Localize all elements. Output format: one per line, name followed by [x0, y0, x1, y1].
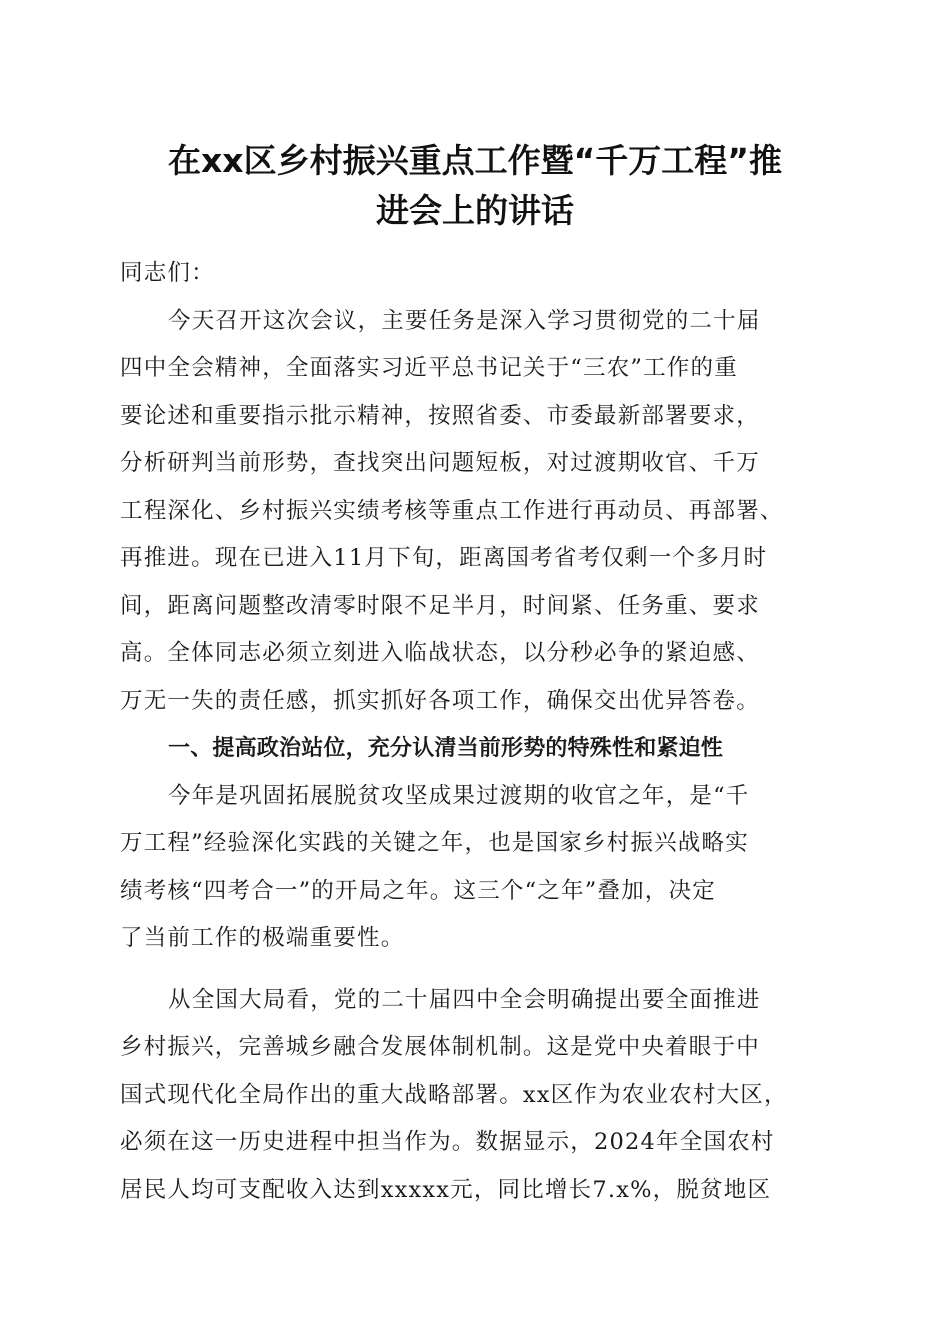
paragraph-line: 从全国大局看，党的二十届四中全会明确提出要全面推进 [168, 986, 761, 1013]
paragraph-line: 要论述和重要指示批示精神，按照省委、市委最新部署要求， [120, 402, 760, 429]
paragraph-gap [120, 963, 830, 977]
paragraph-line: 工程深化、乡村振兴实绩考核等重点工作进行再动员、再部署、 [120, 497, 784, 524]
paragraph-line: 今年是巩固拓展脱贫攻坚成果过渡期的收官之年，是“千 [168, 782, 750, 809]
paragraph-line: 必须在这一历史进程中担当作为。数据显示，2024年全国农村 [120, 1129, 775, 1155]
section-heading-1: 一、提高政治站位，充分认清当前形势的特殊性和紧迫性 [168, 736, 724, 761]
paragraph-line: 分析研判当前形势，查找突出问题短板，对过渡期收官、千万 [120, 450, 760, 476]
paragraph-line: 居民人均可支配收入达到xxxxx元，同比增长7.x%，脱贫地区 [120, 1176, 772, 1203]
paragraph-line: 万工程”经验深化实践的关键之年，也是国家乡村振兴战略实 [120, 830, 749, 856]
paragraph-line: 今天召开这次会议，主要任务是深入学习贯彻党的二十届 [168, 307, 761, 334]
paragraph-line: 高。全体同志必须立刻进入临战状态，以分秒必争的紧迫感、 [120, 640, 760, 666]
paragraph-3 [120, 977, 830, 1215]
salutation: 同志们： [120, 260, 215, 286]
paragraph-line: 间，距离问题整改清零时限不足半月，时间紧、任务重、要求 [120, 592, 760, 619]
title-line-2: 进会上的讲话 [376, 191, 574, 230]
paragraph-1 [120, 298, 830, 726]
paragraph-line: 万无一失的责任感，抓实抓好各项工作，确保交出优异答卷。 [120, 687, 760, 714]
title-line-1: 在xx区乡村振兴重点工作暨“千万工程”推 [168, 141, 782, 180]
paragraph-line: 了当前工作的极端重要性。 [120, 925, 405, 951]
paragraph-line: 再推进。现在已进入11月下旬，距离国考省考仅剩一个多月时 [120, 545, 768, 571]
paragraph-line: 乡村振兴，完善城乡融合发展体制机制。这是党中央着眼于中 [120, 1034, 760, 1060]
paragraph-line: 国式现代化全局作出的重大战略部署。xx区作为农业农村大区， [120, 1081, 788, 1108]
paragraph-line: 绩考核“四考合一”的开局之年。这三个“之年”叠加，决定 [120, 877, 716, 904]
paragraph-2 [120, 773, 830, 963]
document-title [100, 136, 850, 236]
paragraph-line: 四中全会精神，全面落实习近平总书记关于“三农”工作的重 [120, 355, 738, 381]
document-body [120, 250, 830, 1214]
